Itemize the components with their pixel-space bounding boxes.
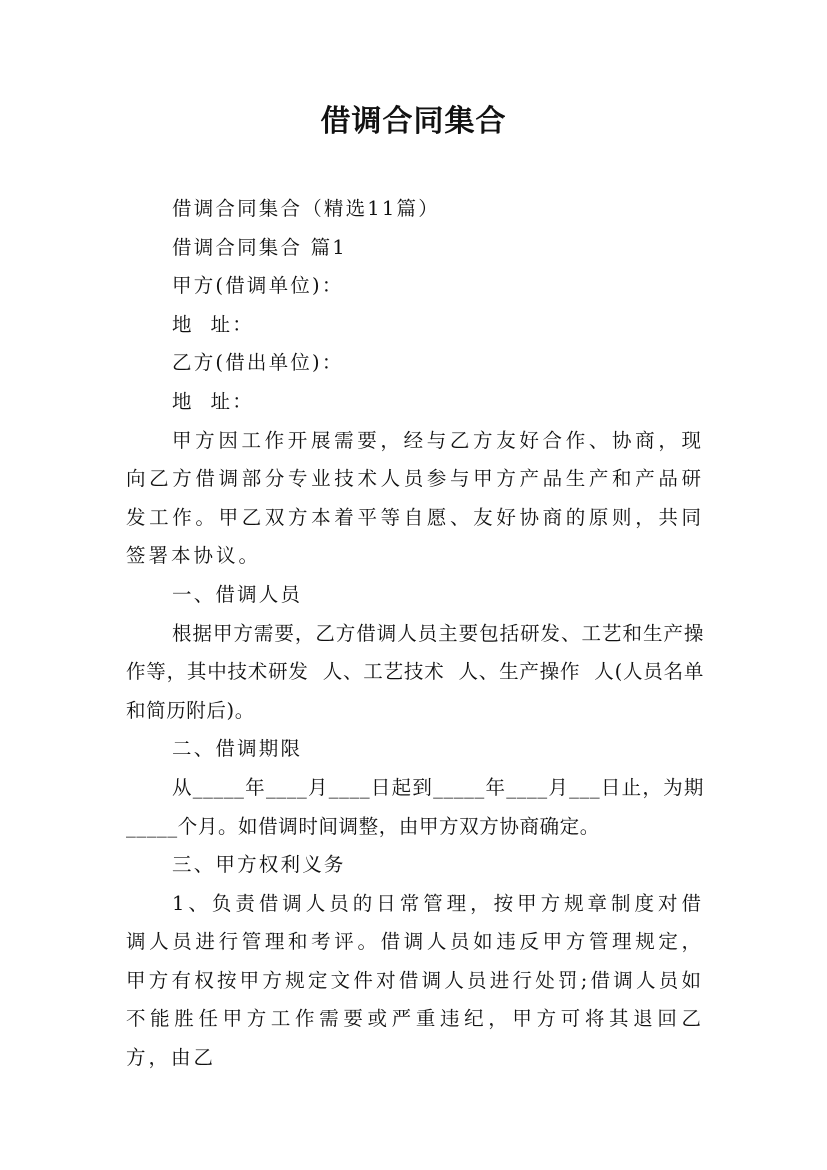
party-b-label: 乙方(借出单位)： [172,351,344,375]
clause-heading-period: 二、借调期限 [172,737,303,761]
clause-period-text: 从_____年____月____日起到_____年____月___日止，为期_____个月。如借调时间调整，由甲方双方协商确定。 [126,775,704,838]
party-a-label: 甲方(借调单位)： [172,274,344,298]
clause-personnel-text: 根据甲方需要，乙方借调人员主要包括研发、工艺和生产操作等，其中技术研发 人、工艺技术 人、生产操作 人(人员名单和简历附后)。 [126,621,704,722]
clause-heading-personnel: 一、借调人员 [172,582,303,606]
document-body [126,190,704,1078]
document-title: 借调合同集合 [320,104,507,139]
document-subtitle: 借调合同集合（精选11篇） [172,197,440,220]
party-b-address: 地 址： [172,389,254,413]
intro-paragraph: 甲方因工作开展需要，经与乙方友好合作、协商，现向乙方借调部分专业技术人员参与甲方产品生产和产品研发工作。甲乙双方本着平等自愿、友好协商的原则，共同签署本协议。 [126,428,704,568]
party-a-address: 地 址： [172,312,254,336]
section-heading: 借调合同集合 篇1 [172,235,347,259]
clause-rights-text: 1、负责借调人员的日常管理，按甲方规章制度对借调人员进行管理和考评。借调人员如违反甲方管理规定，甲方有权按甲方规定文件对借调人员进行处罚;借调人员如不能胜任甲方工作需要或严重违纪，甲方可将其退回乙方，由乙 [126,891,704,1070]
clause-heading-rights: 三、甲方权利义务 [172,853,346,877]
